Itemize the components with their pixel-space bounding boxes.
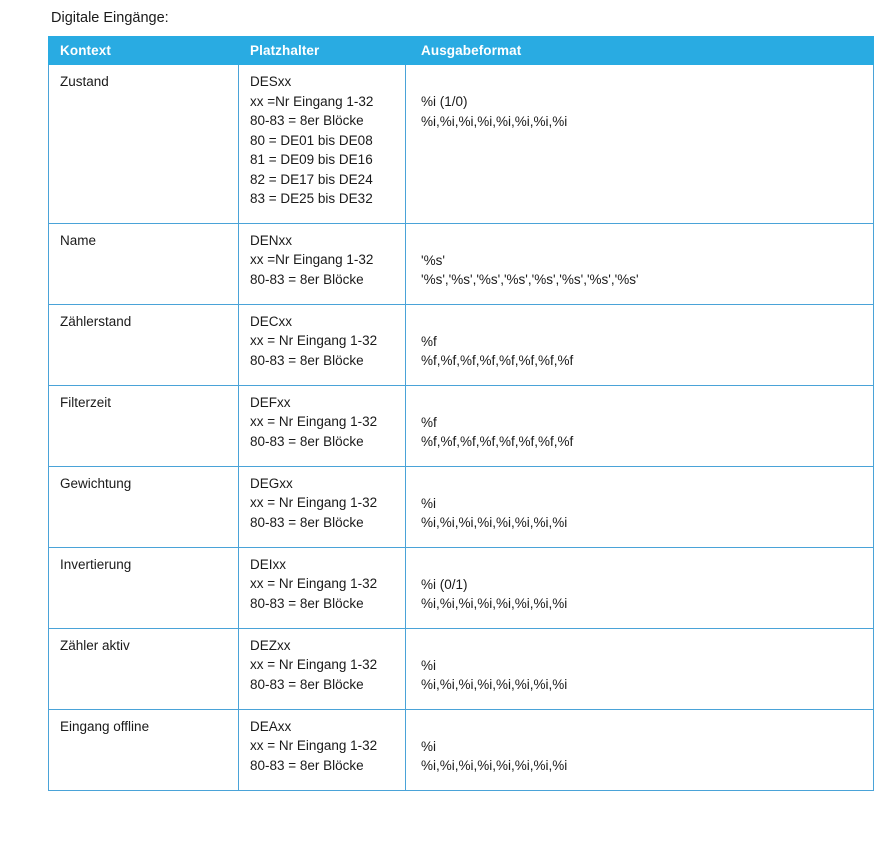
table-row xyxy=(49,628,874,709)
cell-ausgabeformat xyxy=(406,65,874,224)
ausgabeformat-block xyxy=(421,231,867,290)
cell-kontext xyxy=(49,65,239,224)
ausgabeformat-line: %i,%i,%i,%i,%i,%i,%i,%i xyxy=(421,677,568,692)
ausgabeformat-line: %i xyxy=(421,738,437,754)
ausgabeformat-line: %i (1/0) xyxy=(421,94,468,109)
cell-kontext xyxy=(49,547,239,628)
cell-platzhalter xyxy=(239,466,406,547)
ausgabeformat-line: %i (0/1) xyxy=(421,576,468,592)
cell-ausgabeformat xyxy=(406,385,874,466)
cell-ausgabeformat xyxy=(406,466,874,547)
platzhalter-line: DEIxx xyxy=(250,556,287,572)
ausgabeformat-line: %i xyxy=(421,657,437,673)
platzhalter-line: 82 = DE17 bis DE24 xyxy=(250,171,373,187)
cell-kontext xyxy=(49,628,239,709)
ausgabeformat-line: %i xyxy=(421,495,437,511)
table-row xyxy=(49,223,874,304)
table-row xyxy=(49,304,874,385)
kontext-label: Gewichtung xyxy=(60,475,132,491)
platzhalter-line: 80-83 = 8er Blöcke xyxy=(250,595,364,611)
ausgabeformat-line: '%s','%s','%s','%s','%s','%s','%s','%s' xyxy=(421,272,639,287)
table-row xyxy=(49,709,874,790)
platzhalter-line: 83 = DE25 bis DE32 xyxy=(250,191,373,206)
cell-platzhalter xyxy=(239,385,406,466)
platzhalter-line: 80-83 = 8er Blöcke xyxy=(250,433,364,449)
ausgabeformat-block xyxy=(421,72,867,131)
ausgabeformat-line: %f,%f,%f,%f,%f,%f,%f,%f xyxy=(421,434,574,449)
ausgabeformat-block xyxy=(421,636,867,695)
platzhalter-line: xx = Nr Eingang 1-32 xyxy=(250,414,378,429)
platzhalter-line: 80-83 = 8er Blöcke xyxy=(250,676,364,692)
kontext-label: Eingang offline xyxy=(60,718,150,734)
cell-ausgabeformat xyxy=(406,547,874,628)
platzhalter-line: xx = Nr Eingang 1-32 xyxy=(250,333,378,348)
platzhalter-line: DENxx xyxy=(250,232,293,248)
platzhalter-line: 80-83 = 8er Blöcke xyxy=(250,271,364,287)
table-body xyxy=(49,65,874,791)
cell-platzhalter xyxy=(239,547,406,628)
column-header-ausgabeformat: Ausgabeformat xyxy=(406,37,874,65)
platzhalter-line: xx =Nr Eingang 1-32 xyxy=(250,93,374,109)
cell-kontext xyxy=(49,709,239,790)
platzhalter-line: 80-83 = 8er Blöcke xyxy=(250,352,364,368)
platzhalter-line: 80-83 = 8er Blöcke xyxy=(250,757,364,773)
cell-kontext xyxy=(49,466,239,547)
table-row xyxy=(49,547,874,628)
ausgabeformat-line: %f xyxy=(421,333,437,349)
cell-kontext xyxy=(49,304,239,385)
ausgabeformat-block xyxy=(421,312,867,371)
platzhalter-line: xx =Nr Eingang 1-32 xyxy=(250,252,374,267)
placeholder-table xyxy=(48,36,874,791)
platzhalter-line: DEAxx xyxy=(250,718,292,734)
page-title: Digitale Eingänge: xyxy=(51,10,169,26)
platzhalter-line: DECxx xyxy=(250,313,293,329)
kontext-label: Zustand xyxy=(60,74,109,89)
platzhalter-line: 80 = DE01 bis DE08 xyxy=(250,132,373,148)
platzhalter-line: 81 = DE09 bis DE16 xyxy=(250,152,373,167)
kontext-label: Zählerstand xyxy=(60,313,132,329)
table-header-row xyxy=(49,37,874,65)
table-row xyxy=(49,466,874,547)
platzhalter-line: DEZxx xyxy=(250,637,291,653)
cell-platzhalter xyxy=(239,304,406,385)
ausgabeformat-block xyxy=(421,555,867,614)
platzhalter-line: xx = Nr Eingang 1-32 xyxy=(250,495,378,510)
cell-kontext xyxy=(49,385,239,466)
ausgabeformat-line: %f,%f,%f,%f,%f,%f,%f,%f xyxy=(421,353,574,368)
platzhalter-line: 80-83 = 8er Blöcke xyxy=(250,514,364,530)
cell-platzhalter xyxy=(239,628,406,709)
column-header-kontext: Kontext xyxy=(49,37,239,65)
platzhalter-line: DESxx xyxy=(250,74,292,89)
cell-platzhalter xyxy=(239,709,406,790)
table-row xyxy=(49,65,874,224)
ausgabeformat-line: %i,%i,%i,%i,%i,%i,%i,%i xyxy=(421,113,568,129)
cell-ausgabeformat xyxy=(406,628,874,709)
ausgabeformat-block xyxy=(421,474,867,533)
cell-ausgabeformat xyxy=(406,223,874,304)
ausgabeformat-block xyxy=(421,717,867,776)
ausgabeformat-block xyxy=(421,393,867,452)
cell-platzhalter xyxy=(239,65,406,224)
platzhalter-line: xx = Nr Eingang 1-32 xyxy=(250,576,378,591)
table-header xyxy=(49,37,874,65)
kontext-label: Name xyxy=(60,232,97,248)
platzhalter-line: DEFxx xyxy=(250,394,291,410)
platzhalter-line: xx = Nr Eingang 1-32 xyxy=(250,657,378,672)
ausgabeformat-line: %f xyxy=(421,414,437,430)
platzhalter-line: DEGxx xyxy=(250,475,293,491)
ausgabeformat-line: %i,%i,%i,%i,%i,%i,%i,%i xyxy=(421,515,568,530)
column-header-platzhalter: Platzhalter xyxy=(239,37,406,65)
ausgabeformat-line: %i,%i,%i,%i,%i,%i,%i,%i xyxy=(421,758,568,773)
kontext-label: Invertierung xyxy=(60,556,132,572)
platzhalter-line: 80-83 = 8er Blöcke xyxy=(250,113,364,128)
cell-platzhalter xyxy=(239,223,406,304)
kontext-label: Filterzeit xyxy=(60,394,112,410)
table-row xyxy=(49,385,874,466)
ausgabeformat-line: '%s' xyxy=(421,252,445,268)
cell-kontext xyxy=(49,223,239,304)
ausgabeformat-line: %i,%i,%i,%i,%i,%i,%i,%i xyxy=(421,596,568,611)
kontext-label: Zähler aktiv xyxy=(60,637,130,653)
cell-ausgabeformat xyxy=(406,304,874,385)
platzhalter-line: xx = Nr Eingang 1-32 xyxy=(250,738,378,753)
cell-ausgabeformat xyxy=(406,709,874,790)
